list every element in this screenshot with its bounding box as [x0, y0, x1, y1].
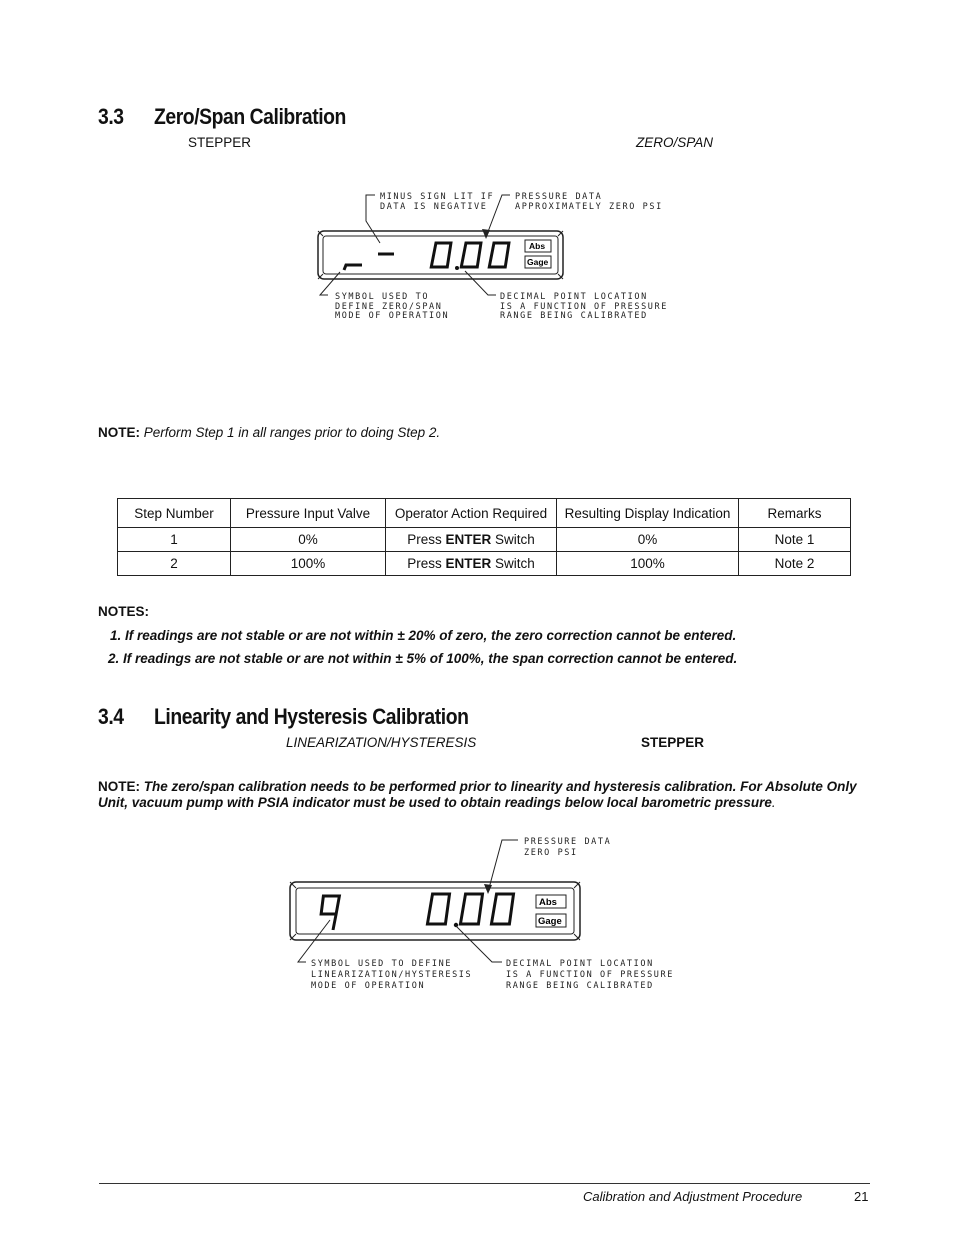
- callout-decimal-1: DECIMAL POINT LOCATION: [500, 292, 648, 302]
- cell-display: 100%: [557, 552, 739, 576]
- cell-input: 0%: [231, 528, 386, 552]
- note-1: [98, 425, 440, 440]
- note-2-line-2-end: .: [771, 795, 776, 810]
- cell-display: 0%: [557, 528, 739, 552]
- callout-decimal-2-1: DECIMAL POINT LOCATION: [506, 959, 654, 969]
- keyword-stepper-2: STEPPER: [641, 735, 705, 750]
- callout-symbol-1: SYMBOL USED TO: [335, 292, 430, 302]
- note-1-text: Perform Step 1 in all ranges prior to doing Step 2.: [143, 425, 441, 440]
- note-1-label: NOTE:: [98, 425, 140, 440]
- notes-item-1: 1. If readings are not stable or are not within ± 20% of zero, the zero correction cannot be entered.: [110, 628, 737, 643]
- col-display-indication: Resulting Display Indication: [557, 499, 739, 528]
- callout-symbol-3: MODE OF OPERATION: [335, 311, 450, 321]
- callout-decimal-2-3: RANGE BEING CALIBRATED: [506, 981, 654, 991]
- callout-symbol-2: DEFINE ZERO/SPAN: [335, 302, 443, 312]
- callout-lh-symbol-1: SYMBOL USED TO DEFINE: [311, 959, 453, 969]
- badge-abs-2: Abs: [539, 897, 557, 908]
- cell-step: 2: [118, 552, 231, 576]
- callout-decimal-2: IS A FUNCTION OF PRESSURE: [500, 302, 668, 312]
- linearization-display-diagram: [280, 830, 700, 995]
- keyword-linearization: LINEARIZATION/HYSTERESIS: [286, 735, 477, 750]
- badge-abs: Abs: [529, 241, 546, 251]
- callout-lh-symbol-2: LINEARIZATION/HYSTERESIS: [311, 970, 473, 980]
- zero-span-symbol: [344, 265, 362, 270]
- notes-label: NOTES:: [98, 604, 150, 619]
- section-3-4-number: 3.4: [98, 704, 124, 729]
- callout-pressure-zero-2: ZERO PSI: [524, 848, 578, 858]
- footer-title: Calibration and Adjustment Procedure: [583, 1189, 803, 1204]
- callout-pressure-data-2: APPROXIMATELY ZERO PSI: [515, 202, 663, 212]
- callout-lh-symbol-3: MODE OF OPERATION: [311, 981, 426, 991]
- callout-minus-sign-1: MINUS SIGN LIT IF: [380, 192, 495, 202]
- section-3-3-title: Zero/Span Calibration: [154, 104, 346, 129]
- cell-remarks: Note 1: [739, 528, 851, 552]
- note-2-label: NOTE:: [98, 779, 140, 794]
- section-3-4-title: Linearity and Hysteresis Calibration: [154, 704, 469, 729]
- note-2: [98, 779, 878, 811]
- callout-decimal-2-2: IS A FUNCTION OF PRESSURE: [506, 970, 674, 980]
- col-remarks: Remarks: [739, 499, 851, 528]
- note-2-line-1: The zero/span calibration needs to be performed prior to linearity and hysteresis calibration. For Absolute Only: [143, 779, 857, 794]
- col-step-number: Step Number: [118, 499, 231, 528]
- cell-action: Press ENTER Switch: [386, 528, 557, 552]
- col-operator-action: Operator Action Required: [386, 499, 557, 528]
- cell-input: 100%: [231, 552, 386, 576]
- digit-readout: [431, 243, 509, 267]
- badge-gage-2: Gage: [538, 916, 562, 927]
- callout-pressure-zero-1: PRESSURE DATA: [524, 837, 612, 847]
- cell-action: Press ENTER Switch: [386, 552, 557, 576]
- page-number: 21: [854, 1189, 869, 1204]
- cell-remarks: Note 2: [739, 552, 851, 576]
- keyword-zero-span: ZERO/SPAN: [636, 135, 714, 150]
- table-header-row: [118, 499, 851, 528]
- section-3-3-number: 3.3: [98, 104, 124, 129]
- decimal-point: [455, 266, 459, 270]
- leader-decimal-2: [456, 926, 502, 962]
- linearization-symbol: [320, 896, 339, 930]
- col-pressure-input: Pressure Input Valve: [231, 499, 386, 528]
- table-row: [118, 552, 851, 576]
- table-row: [118, 528, 851, 552]
- leader-pressure-2: [488, 840, 518, 892]
- callout-minus-sign-2: DATA IS NEGATIVE: [380, 202, 488, 212]
- callout-pressure-data-1: PRESSURE DATA: [515, 192, 603, 202]
- badge-gage: Gage: [527, 257, 549, 267]
- digit-readout-2: [427, 894, 513, 924]
- cell-step: 1: [118, 528, 231, 552]
- callout-decimal-3: RANGE BEING CALIBRATED: [500, 311, 648, 321]
- zero-span-display-diagram: [300, 185, 670, 325]
- note-2-line-2: Unit, vacuum pump with PSIA indicator must be used to obtain readings below local barometric pressure: [98, 795, 772, 810]
- leader-decimal: [465, 271, 496, 295]
- leader-symbol-2: [298, 920, 330, 962]
- keyword-stepper: STEPPER: [188, 135, 252, 150]
- footer-rule: [99, 1183, 870, 1184]
- calibration-table: [117, 498, 851, 576]
- notes-item-2: 2. If readings are not stable or are not within ± 5% of 100%, the span correction cannot be entered.: [108, 651, 738, 666]
